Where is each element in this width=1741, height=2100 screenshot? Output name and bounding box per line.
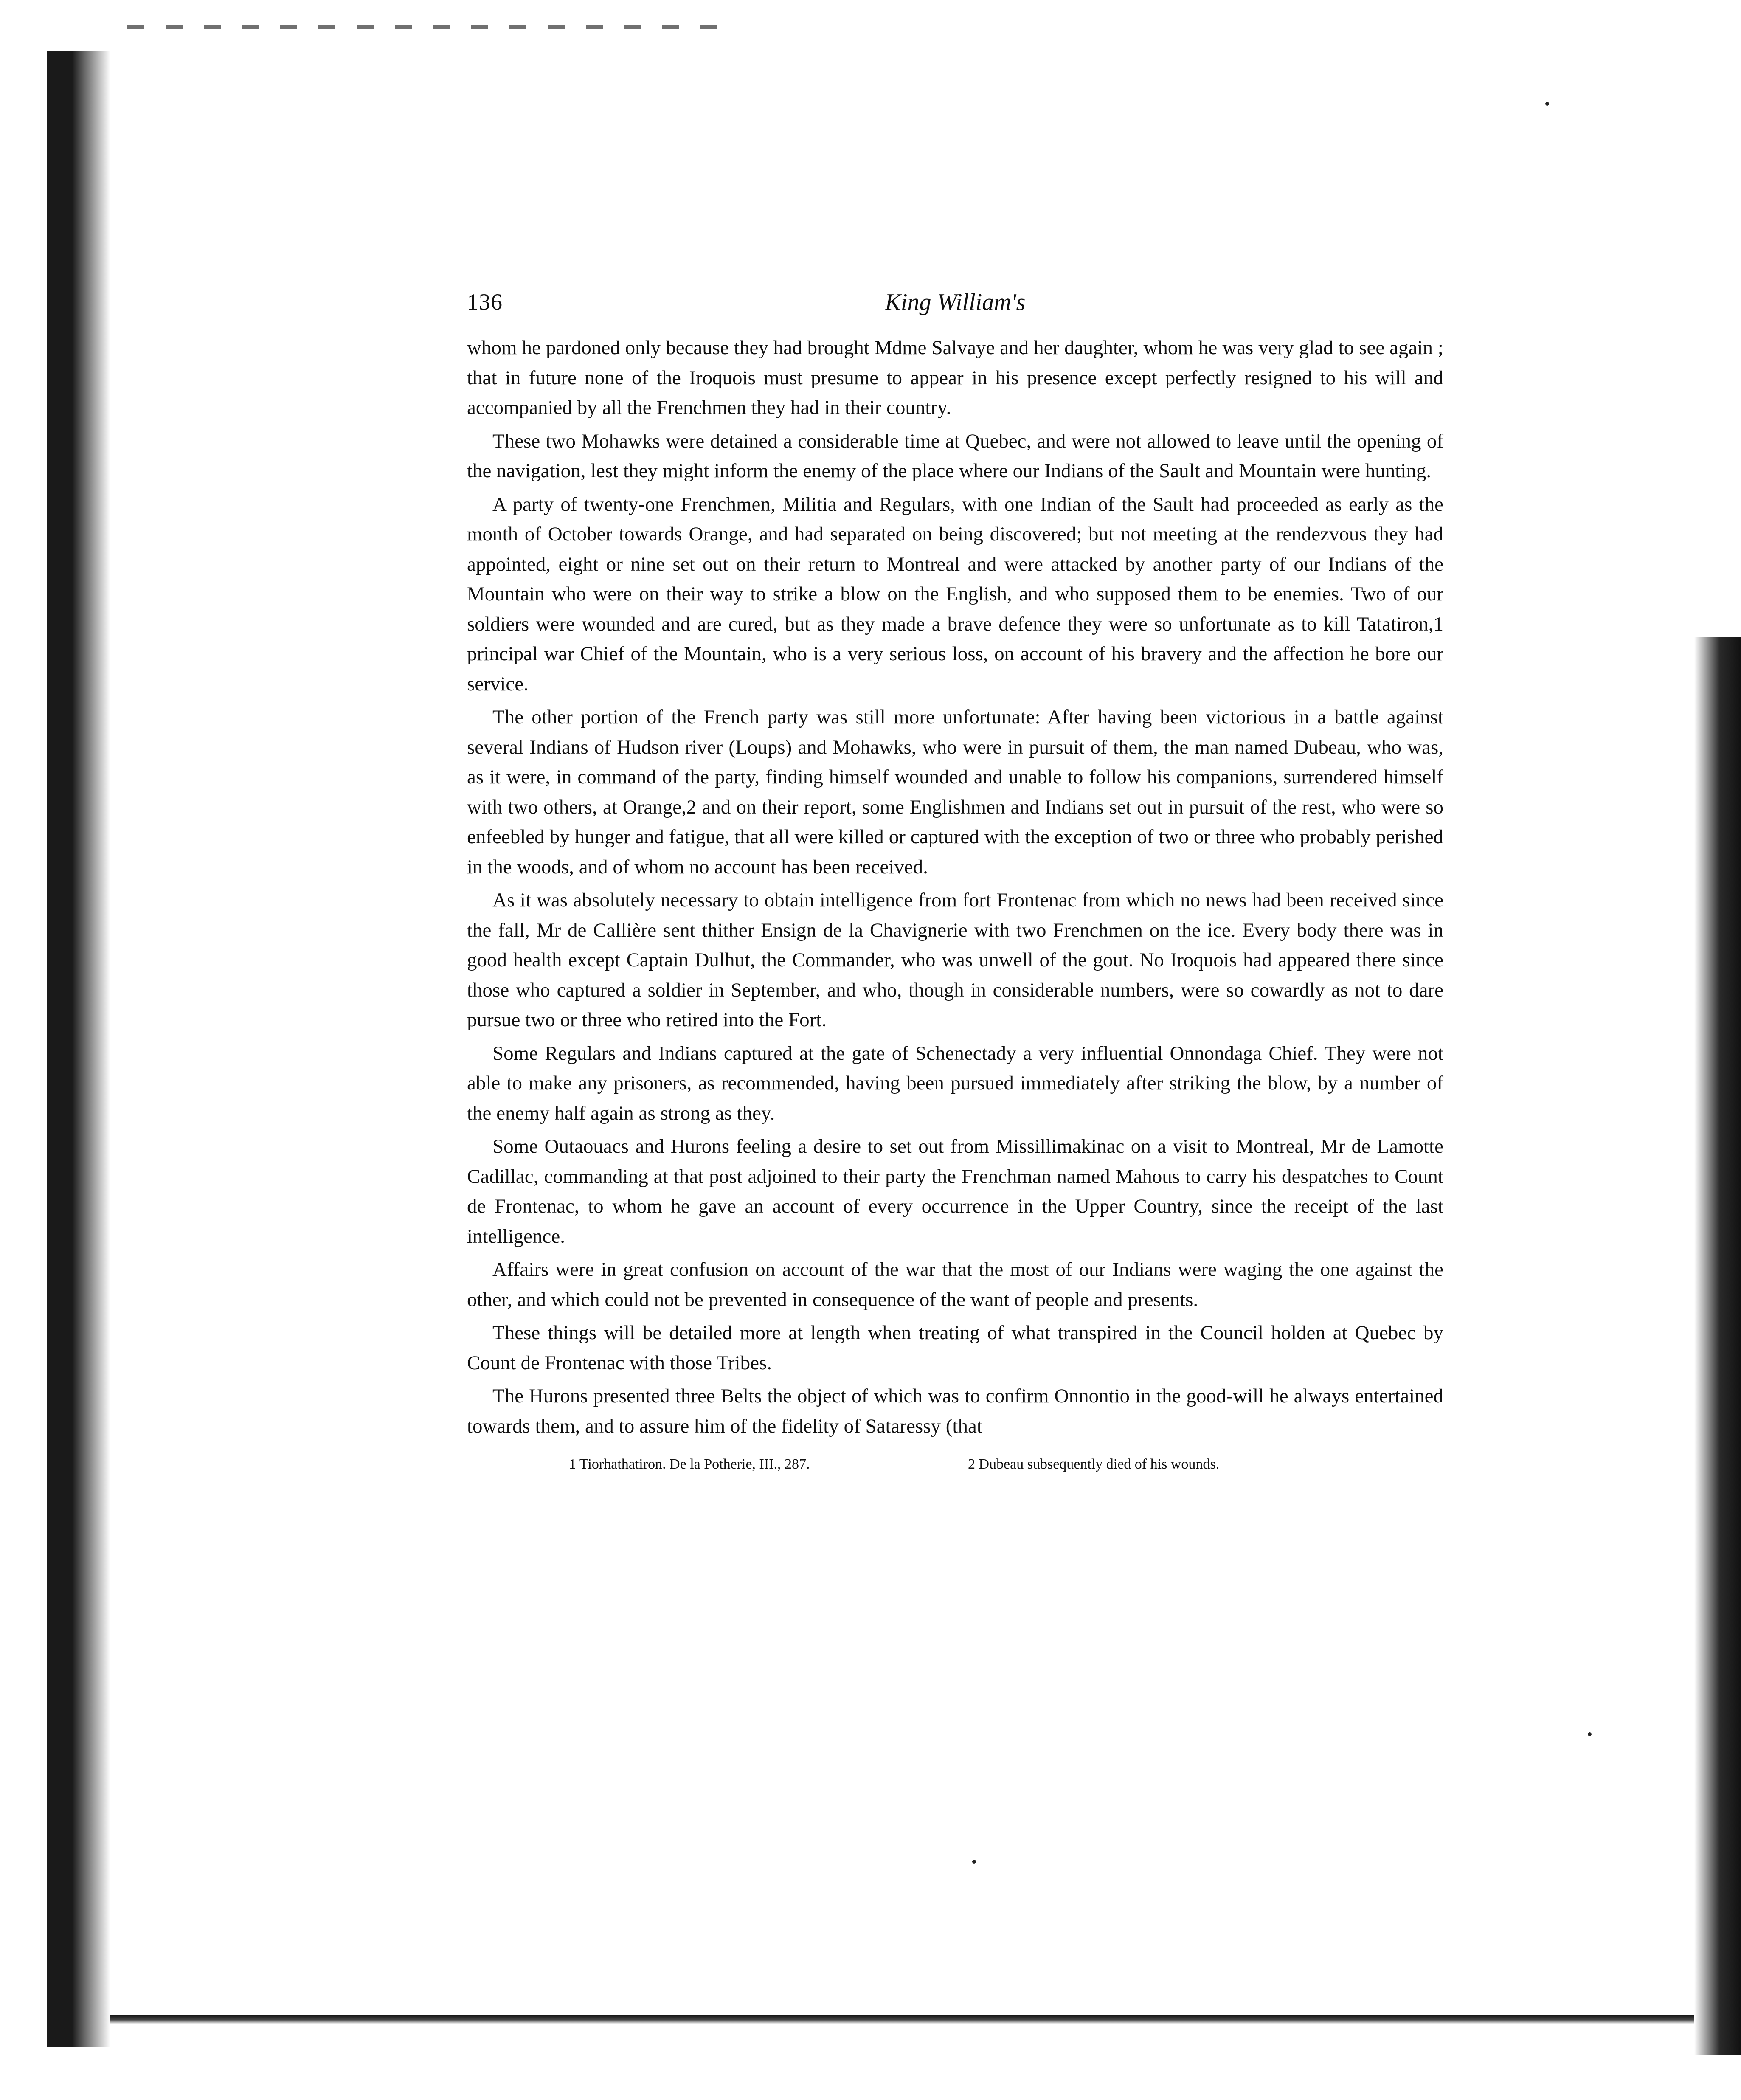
book-page bbox=[467, 289, 1443, 1486]
scan-speck bbox=[972, 1860, 976, 1864]
scan-edge-right bbox=[1694, 637, 1741, 2055]
paragraph: The other portion of the French party was still more unfortunate: After having been victorious in a battle against several Indians of Hudson river (Loups) and Mohawks, who were in pursuit of them, the man named Dubeau, who was, as it were, in command of the party, finding himself wounded and unable to follow his companions, surrendered himself with two others, at Orange,2 and on their report, some Englishmen and Indians set out in pursuit of the rest, who were so enfeebled by hunger and fatigue, that all were killed or captured with the exception of two or three who probably perished in the woods, and of whom no account has been received. bbox=[467, 706, 1443, 878]
scan-edge-top bbox=[127, 25, 722, 29]
paragraph: Some Outaouacs and Hurons feeling a desire to set out from Missillimakinac on a visit to Montreal, Mr de Lamotte Cadillac, commanding at that post adjoined to their party the Frenchman named Mahous to carry his despatches to Count de Frontenac, to whom he gave an account of every occurrence in the Upper Country, since the receipt of the last intelligence. bbox=[467, 1135, 1443, 1247]
running-head bbox=[467, 289, 1443, 323]
paragraph: Affairs were in great confusion on account of the war that the most of our Indians were waging the one against the other, and which could not be prevented in consequence of the want of people and presents. bbox=[467, 1258, 1443, 1311]
footnote: 1 Tiorhathatiron. De la Potherie, III., 287. bbox=[569, 1456, 810, 1472]
scan-edge-bottom bbox=[110, 2015, 1694, 2024]
scan-speck bbox=[1545, 102, 1549, 106]
scan-edge-left bbox=[47, 51, 110, 2047]
page-number: 136 bbox=[467, 289, 503, 315]
scan-speck bbox=[1588, 1732, 1592, 1736]
paragraph: These things will be detailed more at length when treating of what transpired in the Council holden at Quebec by Count de Frontenac with those Tribes. bbox=[467, 1322, 1443, 1374]
footnotes bbox=[467, 1456, 1443, 1486]
paragraph: The Hurons presented three Belts the object of which was to confirm Onnontio in the good-will he always entertained towards them, and to assure him of the fidelity of Sataressy (that bbox=[467, 1385, 1443, 1437]
paragraph: A party of twenty-one Frenchmen, Militia and Regulars, with one Indian of the Sault had proceeded as early as the month of October towards Orange, and had separated on being discovered; but not meeting at the rendezvous they had appointed, eight or nine set out on their return to Montreal and were attacked by another party of our Indians of the Mountain who were on their way to strike a blow on the English, and who supposed them to be enemies. Two of our soldiers were wounded and are cured, but as they made a brave defence they were so unfortunate as to kill Tatatiron,1 principal war Chief of the Mountain, who is a very serious loss, on account of his bravery and the affection he bore our service. bbox=[467, 493, 1443, 695]
paragraph: Some Regulars and Indians captured at the gate of Schenectady a very influential Onnondaga Chief. They were not able to make any prisoners, as recommended, having been pursued immediately after striking the blow, by a number of the enemy half again as strong as they. bbox=[467, 1042, 1443, 1124]
paragraph: whom he pardoned only because they had brought Mdme Salvaye and her daughter, whom he was very glad to see again ; that in future none of the Iroquois must presume to appear in his presence except perfectly resigned to his will and accompanied by all the Frenchmen they had in their country. bbox=[467, 337, 1443, 419]
paragraph: These two Mohawks were detained a considerable time at Quebec, and were not allowed to leave until the opening of the navigation, lest they might inform the enemy of the place where our Indians of the Sault and Mountain were hunting. bbox=[467, 430, 1443, 482]
footnote: 2 Dubeau subsequently died of his wounds. bbox=[968, 1456, 1220, 1472]
body-text bbox=[467, 333, 1443, 1441]
paragraph: As it was absolutely necessary to obtain intelligence from fort Frontenac from which no news had been received since the fall, Mr de Callière sent thither Ensign de la Chavignerie with two Frenchmen on the ice. Every body there was in good health except Captain Dulhut, the Commander, who was unwell of the gout. No Iroquois had appeared there since those who captured a soldier in September, and who, though in considerable numbers, were so cowardly as not to dare pursue two or three who retired into the Fort. bbox=[467, 889, 1443, 1031]
running-title: King William's bbox=[885, 289, 1026, 315]
